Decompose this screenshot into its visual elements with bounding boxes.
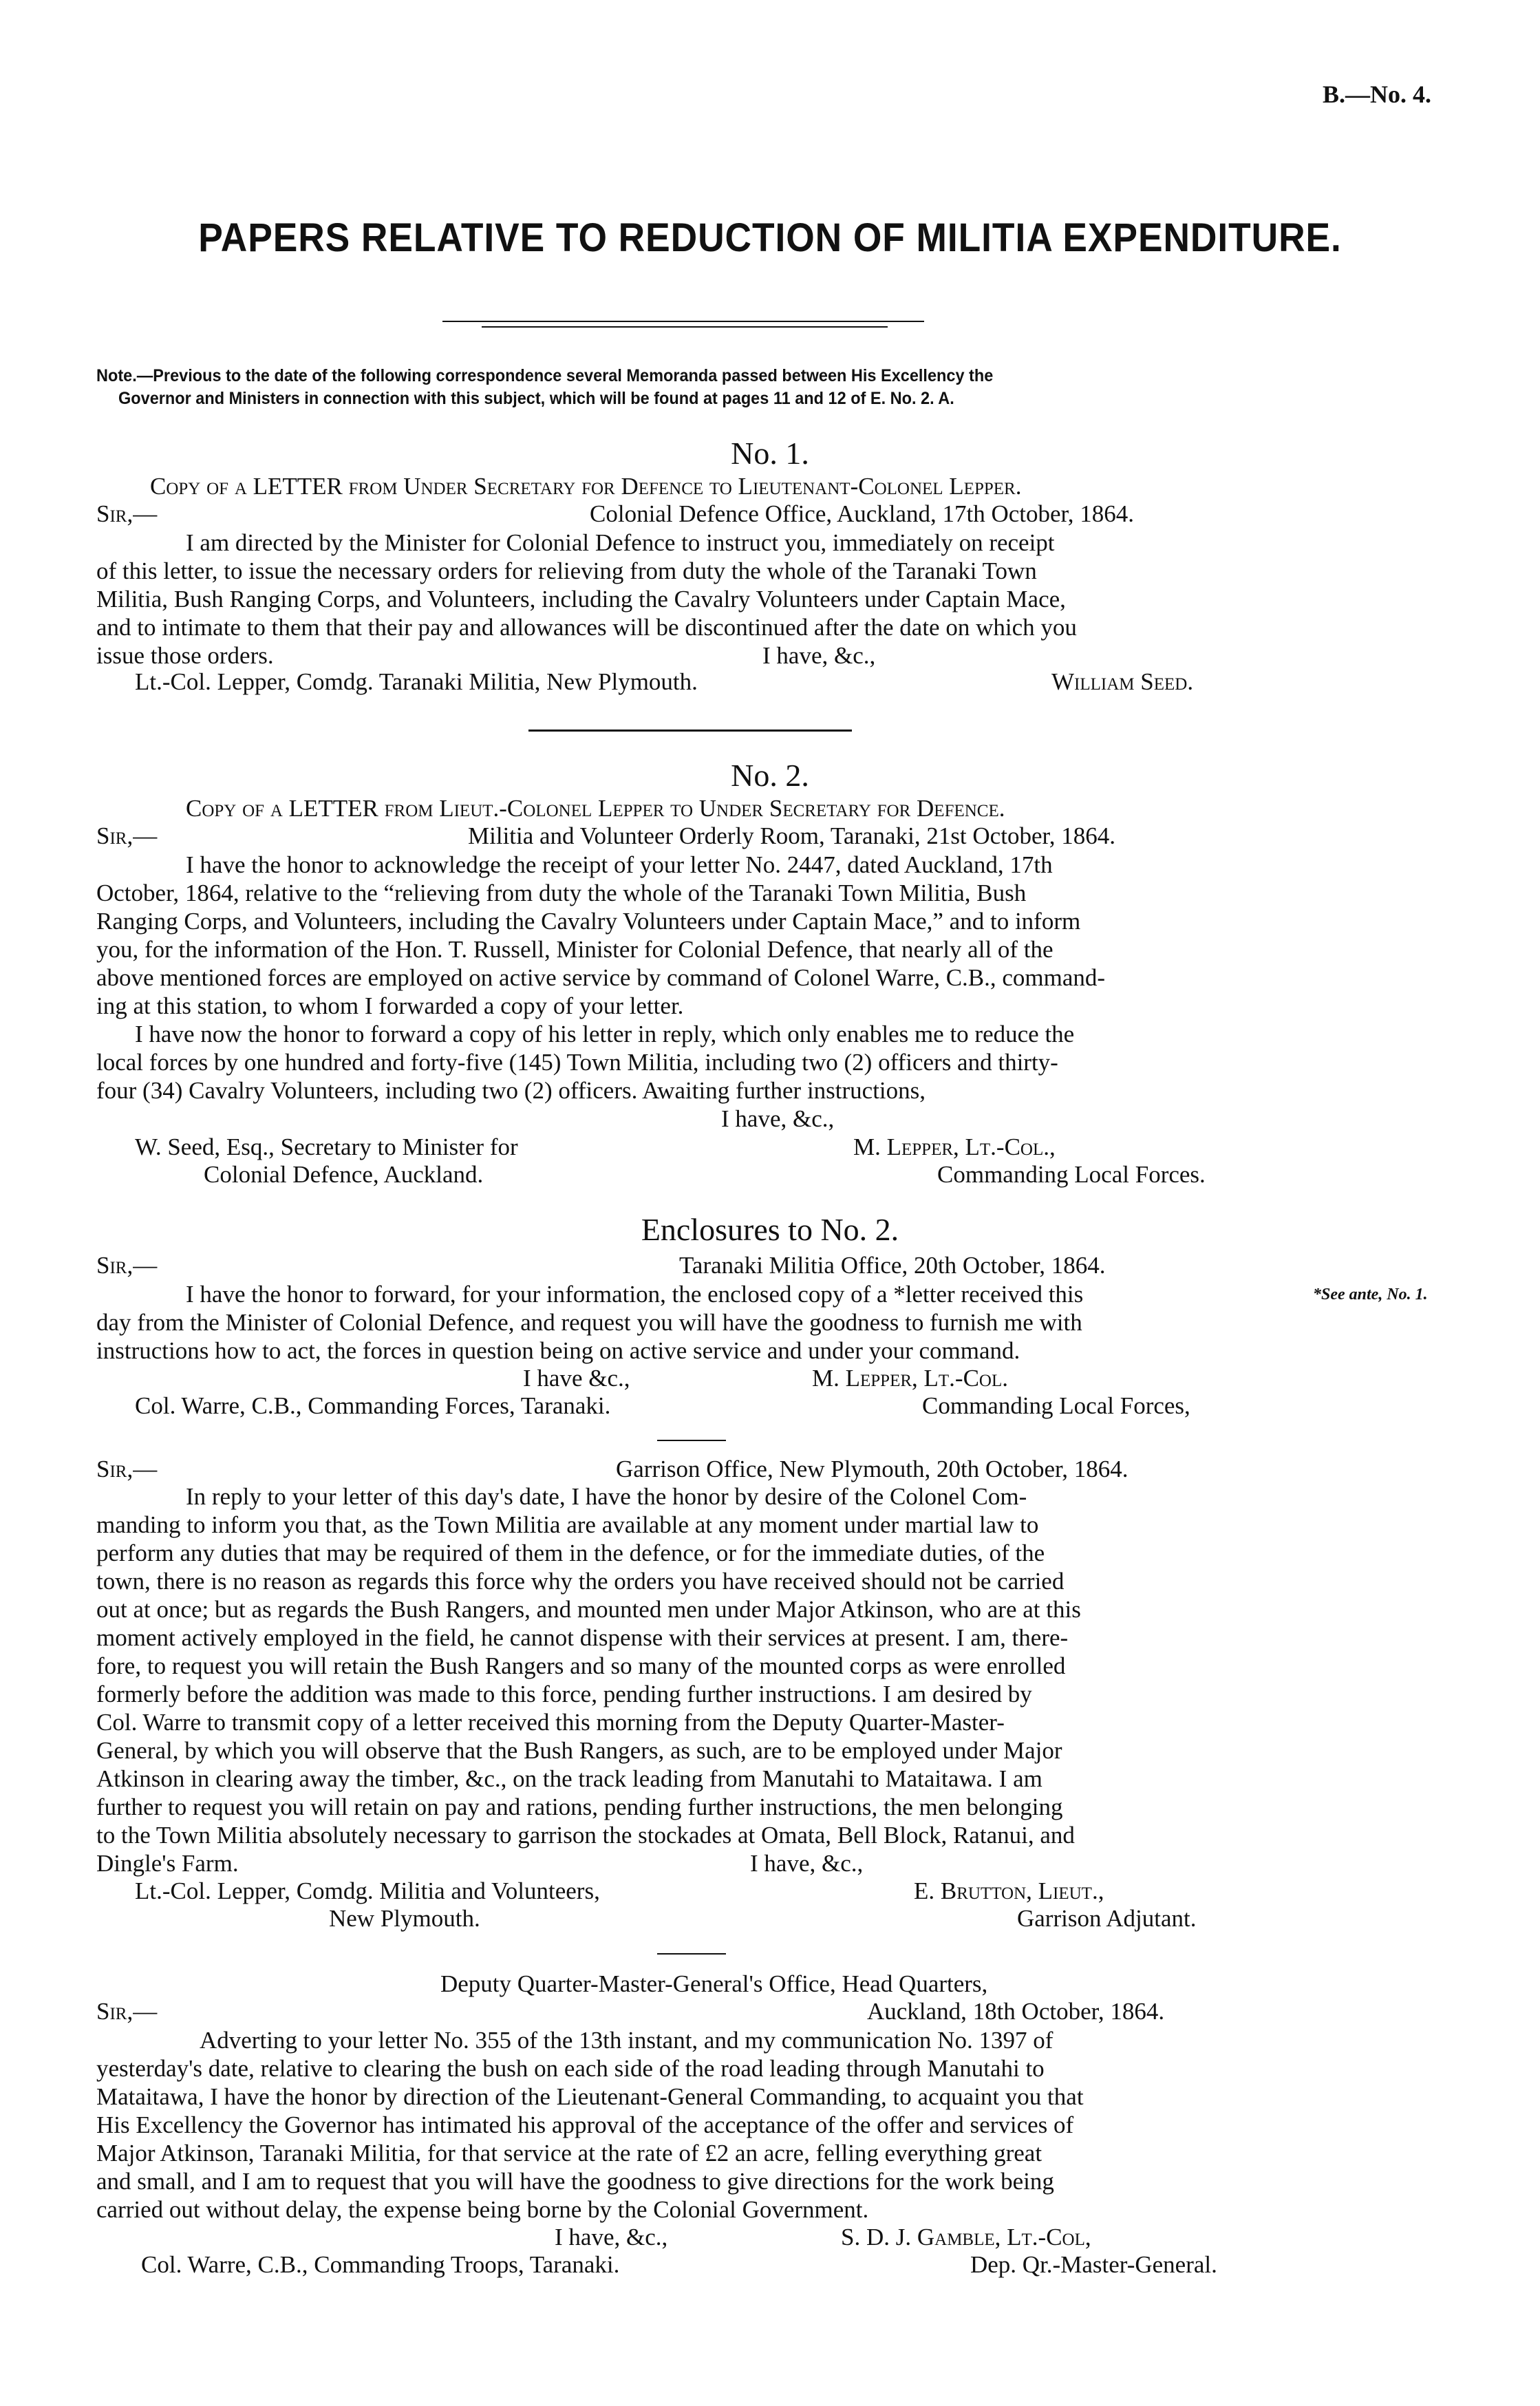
e1-salutation: Sir,—: [96, 1252, 158, 1279]
section-rule: [528, 730, 852, 732]
doc2-salutation: Sir,—: [96, 822, 158, 849]
doc2-closing: I have, &c.,: [721, 1105, 835, 1132]
doc1-salutation: Sir,—: [96, 500, 158, 527]
e1-signature-2: Commanding Local Forces,: [922, 1392, 1190, 1419]
doc1-body-line: and to intimate to them that their pay and allowances will be discontinued after the date on which you: [96, 614, 1077, 641]
e2-body-line: In reply to your letter of this day's date, I have the honor by desire of the Colonel Com-: [186, 1483, 1027, 1510]
e3-body-line: Mataitawa, I have the honor by direction of the Lieutenant-General Commanding, to acquaint you that: [96, 2083, 1084, 2110]
e3-dateline-1: Deputy Quarter-Master-General's Office, Head Quarters,: [440, 1970, 988, 1997]
e3-body-line: Adverting to your letter No. 355 of the 13th instant, and my communication No. 1397 of: [200, 2027, 1054, 2054]
e2-body-line: Atkinson in clearing away the timber, &c., on the track leading from Manutahi to Mataitawa. I am: [96, 1765, 1042, 1792]
doc2-body: [96, 851, 1299, 992]
e1-signature-1: M. Lepper, Lt.-Col.: [812, 1365, 1008, 1392]
note-line-2: Governor and Ministers in connection with this subject, which will be found at pages 11 and 12 of E. No. 2. A.: [118, 389, 954, 408]
e3-signature-1: S. D. J. Gamble, Lt.-Col,: [841, 2224, 1091, 2250]
doc1-addressee: Lt.-Col. Lepper, Comdg. Taranaki Militia, New Plymouth.: [135, 668, 698, 695]
e2-body-line: perform any duties that may be required of them in the defence, or for the immediate duties, of the: [96, 1540, 1045, 1566]
e3-body-line: Major Atkinson, Taranaki Militia, for that service at the rate of £2 an acre, felling everything great: [96, 2140, 1042, 2167]
e1-body: [96, 1280, 1299, 1337]
enclosures-heading: Enclosures to No. 2.: [641, 1212, 899, 1247]
e2-body-line: out at once; but as regards the Bush Rangers, and mounted men under Major Atkinson, who are at this: [96, 1596, 1081, 1623]
note-line-1: Note.—Previous to the date of the following correspondence several Memoranda passed between His Excellency the: [96, 366, 994, 385]
e2-body-line: manding to inform you that, as the Town Militia are available at any moment under martial law to: [96, 1511, 1039, 1538]
doc1-signature: William Seed.: [1051, 668, 1194, 695]
e2-signature-1: E. Brutton, Lieut.,: [914, 1877, 1104, 1904]
e3-body-line: His Excellency the Governor has intimated his approval of the acceptance of the offer and services of: [96, 2111, 1074, 2138]
e2-body-line: moment actively employed in the field, he cannot dispense with their services at present. I am, there-: [96, 1624, 1069, 1651]
page-reference: B.—No. 4.: [1322, 81, 1431, 108]
doc2-p2-last: four (34) Cavalry Volunteers, including two (2) officers. Awaiting further instructions,: [96, 1077, 926, 1104]
e1-body-line: I have the honor to forward, for your information, the enclosed copy of a *letter received this: [186, 1281, 1084, 1308]
doc1-heading: Copy of a LETTER from Under Secretary for Defence to Lieutenant-Colonel Lepper.: [150, 473, 1022, 500]
e2-body-line: formerly before the addition was made to this force, pending further instructions. I am desired by: [96, 1681, 1032, 1707]
doc2-signature-1: M. Lepper, Lt.-Col.,: [853, 1133, 1056, 1160]
e2-addressee-1: Lt.-Col. Lepper, Comdg. Militia and Volunteers,: [135, 1877, 600, 1904]
e2-body-line: to the Town Militia absolutely necessary to garrison the stockades at Omata, Bell Block, Ratanui, and: [96, 1822, 1075, 1849]
doc2-p1-last: ing at this station, to whom I forwarded a copy of your letter.: [96, 992, 684, 1019]
enclosure-rule-2: [657, 1953, 726, 1955]
e3-body-last: carried out without delay, the expense being borne by the Colonial Government.: [96, 2196, 869, 2223]
e2-body-line: General, by which you will observe that the Bush Rangers, as such, are to be employed under Major: [96, 1737, 1062, 1764]
doc2-body-line: above mentioned forces are employed on active service by command of Colonel Warre, C.B., command-: [96, 964, 1106, 991]
e1-closing: I have &c.,: [523, 1365, 630, 1392]
document-number-1: No. 1.: [731, 436, 809, 471]
e2-closing: I have, &c.,: [750, 1850, 864, 1877]
doc2-body-line: October, 1864, relative to the “relieving from duty the whole of the Taranaki Town Militia, Bush: [96, 880, 1027, 906]
page-title: PAPERS RELATIVE TO REDUCTION OF MILITIA EXPENDITURE.: [198, 215, 1342, 260]
e3-dateline-2: Auckland, 18th October, 1864.: [867, 1998, 1165, 2025]
e2-addressee-2: New Plymouth.: [329, 1905, 480, 1932]
e1-margin-note: *See ante, No. 1.: [1313, 1286, 1428, 1303]
doc2-body-line: local forces by one hundred and forty-five (145) Town Militia, including two (2) officers and thirty-: [96, 1049, 1058, 1076]
doc2-body-2: [96, 1020, 1299, 1076]
doc2-signature-2: Commanding Local Forces.: [937, 1161, 1206, 1188]
e3-addressee: Col. Warre, C.B., Commanding Troops, Taranaki.: [141, 2251, 620, 2278]
title-rule-2: [482, 326, 888, 328]
doc1-body-line: of this letter, to issue the necessary orders for relieving from duty the whole of the Taranaki Town: [96, 557, 1037, 584]
doc2-body-line: Ranging Corps, and Volunteers, including the Cavalry Volunteers under Captain Mace,” and to inform: [96, 908, 1081, 935]
e3-closing: I have, &c.,: [555, 2224, 668, 2250]
enclosure-rule: [657, 1440, 726, 1441]
doc1-closing: I have, &c.,: [762, 642, 876, 669]
doc2-addressee-2: Colonial Defence, Auckland.: [204, 1161, 484, 1188]
e3-body: [96, 2026, 1299, 2195]
doc2-body-line: I have the honor to acknowledge the receipt of your letter No. 2447, dated Auckland, 17th: [186, 851, 1053, 878]
e1-body-last: instructions how to act, the forces in question being on active service and under your command.: [96, 1337, 1020, 1364]
doc1-body-last: issue those orders.: [96, 642, 274, 669]
doc1-body: [96, 529, 1299, 641]
doc1-dateline: Colonial Defence Office, Auckland, 17th October, 1864.: [590, 500, 1135, 527]
e1-addressee: Col. Warre, C.B., Commanding Forces, Taranaki.: [135, 1392, 611, 1419]
e3-salutation: Sir,—: [96, 1998, 158, 2025]
e2-body-line: fore, to request you will retain the Bush Rangers and so many of the mounted corps as were enrolled: [96, 1652, 1066, 1679]
e2-salutation: Sir,—: [96, 1456, 158, 1482]
e2-body-line: town, there is no reason as regards this force why the orders you have received should not be carried: [96, 1568, 1065, 1595]
doc2-body-line: you, for the information of the Hon. T. Russell, Minister for Colonial Defence, that nearly all of the: [96, 936, 1054, 963]
e3-body-line: and small, and I am to request that you will have the goodness to give directions for the work being: [96, 2168, 1054, 2195]
e3-body-line: yesterday's date, relative to clearing the bush on each side of the road leading through Manutahi to: [96, 2055, 1045, 2082]
e2-signature-2: Garrison Adjutant.: [1017, 1905, 1197, 1932]
e2-body: [96, 1482, 1299, 1849]
doc2-addressee-1: W. Seed, Esq., Secretary to Minister for: [135, 1133, 518, 1160]
title-rule: [442, 321, 924, 322]
e2-body-line: further to request you will retain on pay and rations, pending further instructions, the men belonging: [96, 1793, 1063, 1820]
e3-signature-2: Dep. Qr.-Master-General.: [970, 2251, 1217, 2278]
doc2-heading: Copy of a LETTER from Lieut.-Colonel Lepper to Under Secretary for Defence.: [186, 795, 1005, 822]
e2-dateline: Garrison Office, New Plymouth, 20th October, 1864.: [616, 1456, 1129, 1482]
e1-dateline: Taranaki Militia Office, 20th October, 1864.: [679, 1252, 1106, 1279]
e2-body-last: Dingle's Farm.: [96, 1850, 239, 1877]
e2-body-line: Col. Warre to transmit copy of a letter received this morning from the Deputy Quarter-Master-: [96, 1709, 1005, 1736]
e1-body-line: day from the Minister of Colonial Defence, and request you will have the goodness to furnish me with: [96, 1309, 1082, 1336]
doc2-body-line: I have now the honor to forward a copy of his letter in reply, which only enables me to reduce the: [135, 1021, 1075, 1047]
doc1-body-line: I am directed by the Minister for Colonial Defence to instruct you, immediately on receipt: [186, 529, 1055, 556]
doc2-dateline: Militia and Volunteer Orderly Room, Taranaki, 21st October, 1864.: [468, 822, 1115, 849]
doc1-body-line: Militia, Bush Ranging Corps, and Volunteers, including the Cavalry Volunteers under Captain Mace,: [96, 586, 1066, 613]
document-number-2: No. 2.: [731, 758, 809, 793]
